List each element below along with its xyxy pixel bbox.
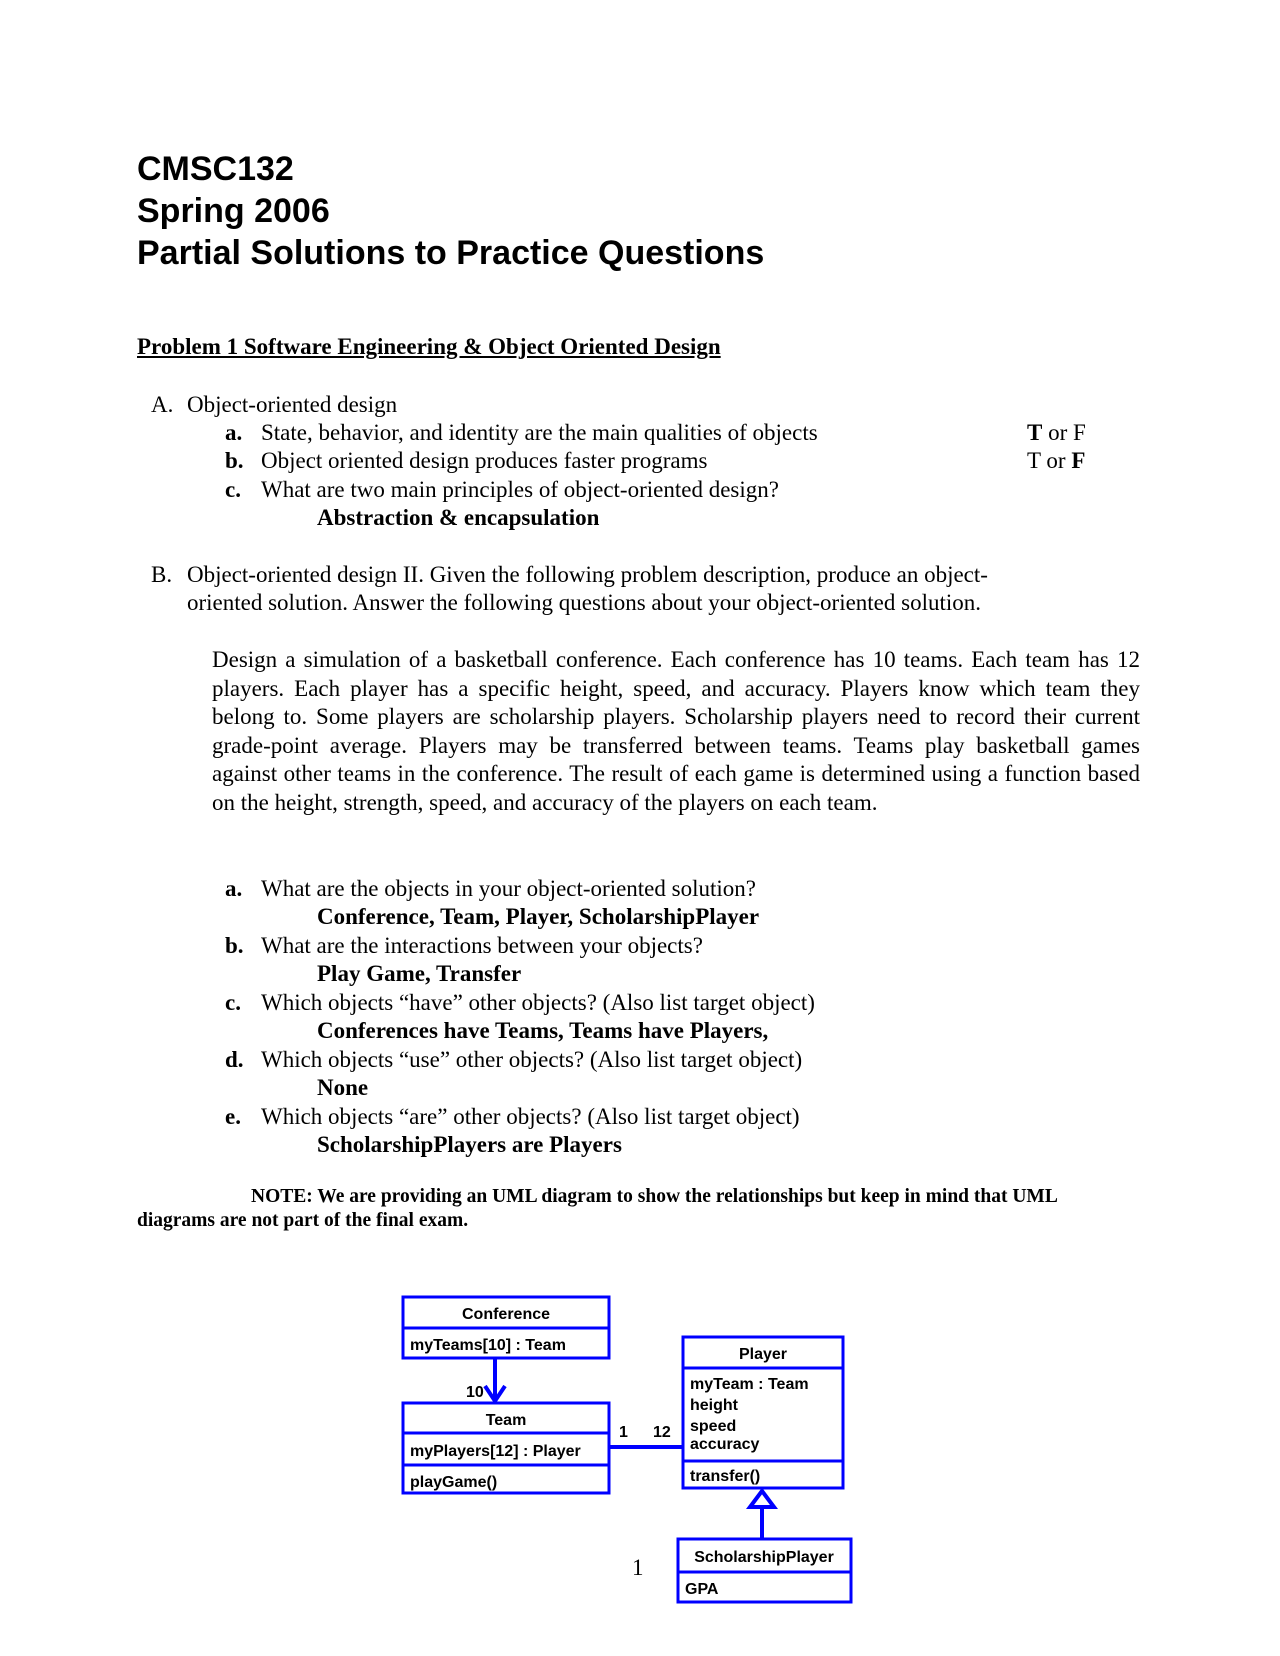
item-label: b.	[225, 448, 244, 473]
question-text: What are two main principles of object-oriented design?	[261, 477, 779, 502]
class-attribute: speed	[690, 1418, 737, 1435]
class-attribute: myTeams[10] : Team	[410, 1337, 566, 1354]
tf-false: F	[1073, 420, 1086, 445]
note-line1: NOTE: We are providing an UML diagram to show the relationships but keep in mind that UML	[251, 1186, 1058, 1207]
multiplicity-label: 1	[619, 1424, 628, 1441]
multiplicity-label: 10	[466, 1384, 484, 1401]
uml-class-scholarship-player	[678, 1539, 851, 1602]
page-number: 1	[632, 1555, 644, 1580]
document-title: Partial Solutions to Practice Questions	[137, 234, 765, 272]
answer-text: ScholarshipPlayers are Players	[317, 1132, 622, 1157]
class-name: Team	[485, 1412, 527, 1429]
question-label: e.	[225, 1104, 241, 1129]
tf-or: or	[1046, 448, 1066, 473]
answer-text: Play Game, Transfer	[317, 961, 522, 986]
question-label: c.	[225, 990, 241, 1015]
problem-heading: Problem 1 Software Engineering & Object Oriented Design	[137, 334, 721, 359]
multiplicity-label: 12	[653, 1424, 671, 1441]
item-label: c.	[225, 477, 241, 502]
class-name: Player	[738, 1346, 788, 1363]
class-attribute: myTeam : Team	[690, 1376, 809, 1393]
answer-text: Conference, Team, Player, ScholarshipPlayer	[317, 904, 760, 929]
answer-text: Conferences have Teams, Teams have Players,	[317, 1018, 769, 1043]
uml-class-conference	[403, 1297, 609, 1358]
tf-or: or	[1048, 420, 1068, 445]
class-name: ScholarshipPlayer	[694, 1549, 834, 1566]
tf-question: Object oriented design produces faster programs	[261, 448, 708, 473]
tf-false: F	[1071, 448, 1086, 473]
tf-question: State, behavior, and identity are the main qualities of objects	[261, 420, 818, 445]
association-arrow-conference-team	[466, 1358, 505, 1401]
part-b-label: B.	[151, 562, 173, 587]
question-text: Which objects “use” other objects? (Also list target object)	[261, 1047, 803, 1072]
question-text: Which objects “have” other objects? (Also list target object)	[261, 990, 815, 1015]
class-attribute: myPlayers[12] : Player	[410, 1443, 581, 1460]
class-method: transfer()	[690, 1468, 761, 1485]
question-label: b.	[225, 933, 244, 958]
hollow-triangle-icon	[750, 1491, 774, 1507]
question-label: d.	[225, 1047, 244, 1072]
tf-true: T	[1027, 420, 1043, 445]
part-b-intro-line2: oriented solution. Answer the following questions about your object-oriented solution.	[187, 590, 982, 615]
question-label: a.	[225, 876, 243, 901]
inheritance-arrow	[750, 1491, 774, 1539]
part-a-title: Object-oriented design	[187, 392, 398, 417]
question-text: What are the interactions between your objects?	[261, 933, 703, 958]
class-attribute: accuracy	[690, 1436, 760, 1453]
class-name: Conference	[461, 1306, 551, 1323]
association-team-player	[609, 1424, 683, 1447]
question-text: What are the objects in your object-oriented solution?	[261, 876, 756, 901]
part-b-intro-line1: Object-oriented design II. Given the following problem description, produce an object-	[187, 562, 988, 587]
answer-text: Abstraction & encapsulation	[317, 505, 600, 530]
uml-class-team	[403, 1403, 609, 1493]
note-line2: diagrams are not part of the final exam.	[137, 1210, 469, 1231]
class-method: playGame()	[410, 1474, 498, 1491]
answer-text: None	[317, 1075, 369, 1100]
part-a-label: A.	[151, 392, 174, 417]
class-attribute: height	[690, 1397, 738, 1414]
term-title: Spring 2006	[137, 192, 330, 230]
item-label: a.	[225, 420, 243, 445]
uml-class-player	[683, 1337, 843, 1488]
question-text: Which objects “are” other objects? (Also list target object)	[261, 1104, 800, 1129]
course-title: CMSC132	[137, 150, 294, 188]
problem-description: Design a simulation of a basketball conference. Each conference has 10 teams. Each team has 12 players. Each player has a specific height, speed, and accuracy. Players know which team they belong to. Some players are scholarship players. Scholarship players need to record their current grade-point average. Players may be transferred between teams. Teams play basketball games against other teams in the conference. The result of each game is determined using a function based on the height, strength, speed, and accuracy of the players on each team.	[212, 647, 1140, 815]
tf-true: T	[1027, 448, 1041, 473]
class-attribute: GPA	[685, 1581, 719, 1598]
